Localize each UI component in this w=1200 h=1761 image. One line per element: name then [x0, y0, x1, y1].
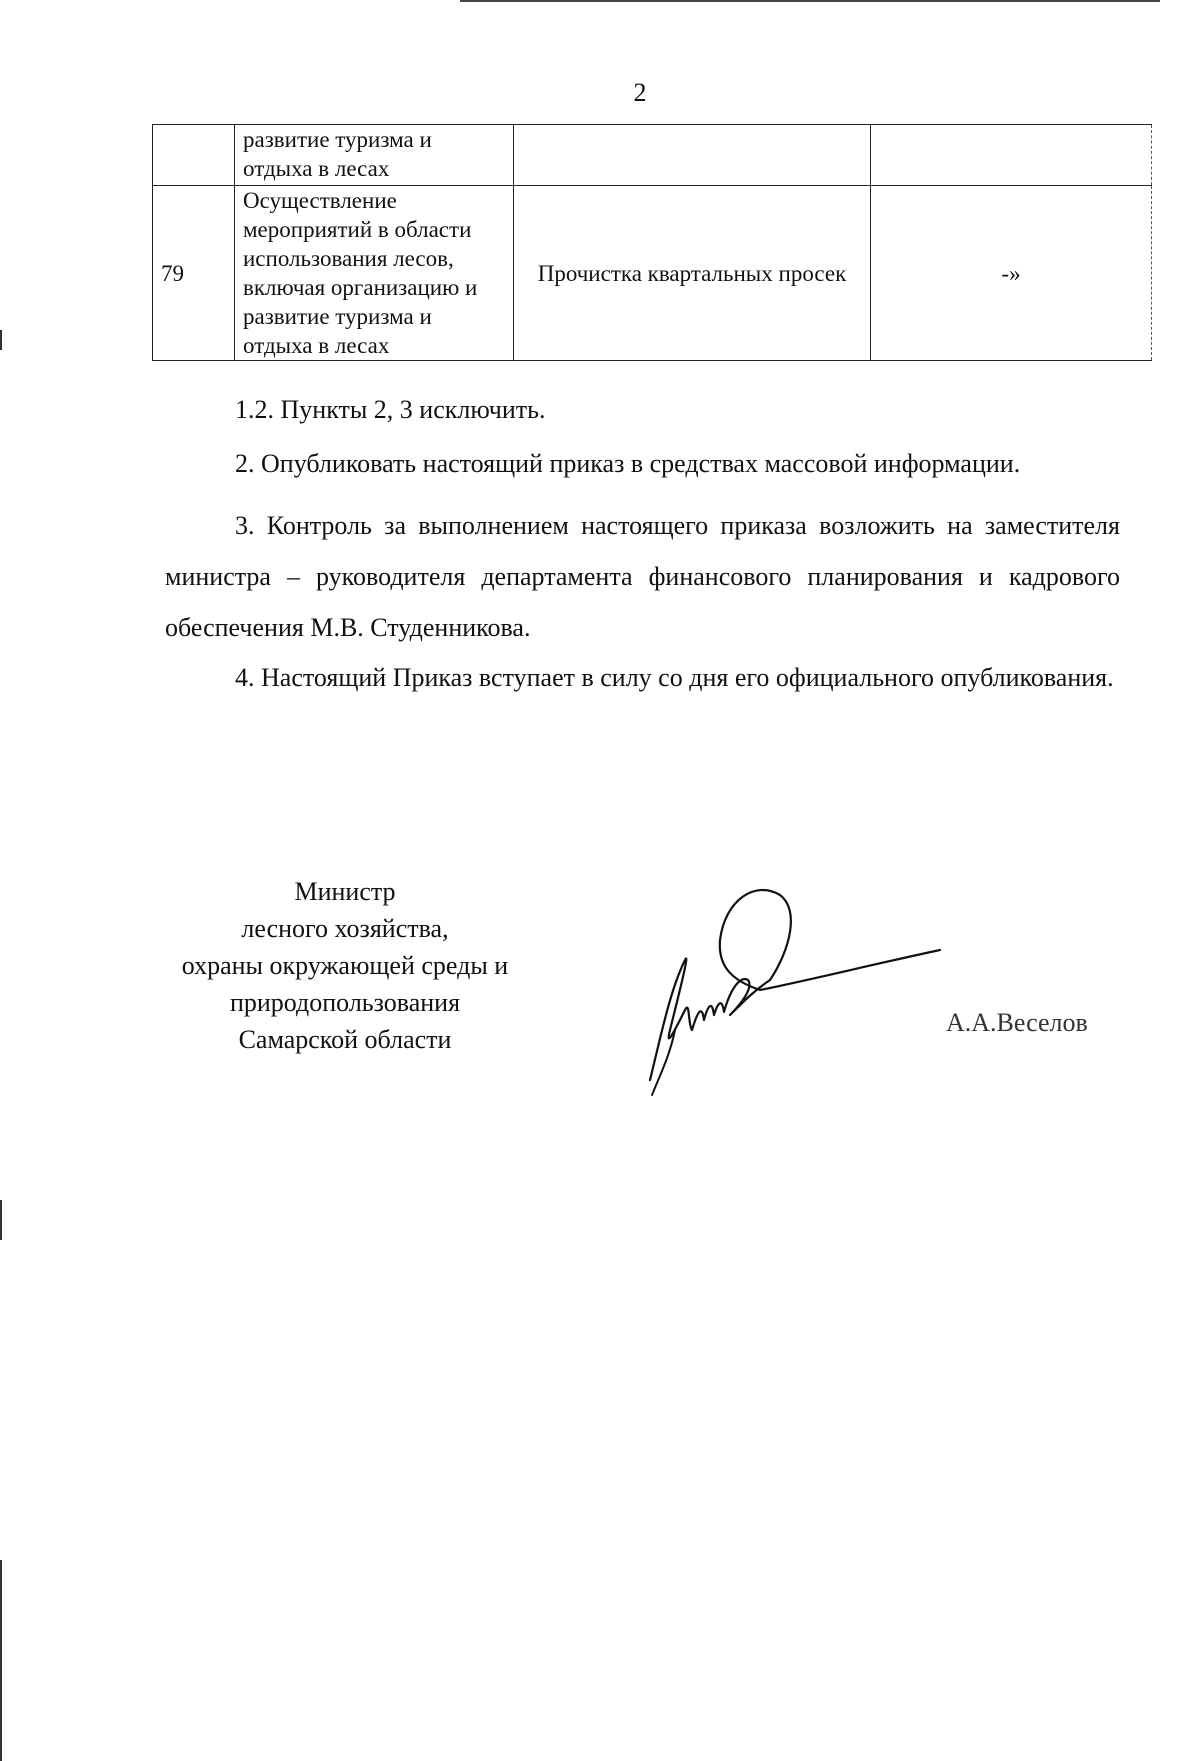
note-cell: [871, 125, 1152, 186]
scan-edge-left: [0, 330, 2, 350]
signatory-title-line: природопользования: [229, 988, 461, 1017]
paragraph-1-2: 1.2. Пункты 2, 3 исключить.: [235, 395, 546, 424]
work-cell: [514, 125, 871, 186]
page-number: 2: [633, 78, 647, 107]
scan-edge-left: [0, 1200, 2, 1240]
activity-cell: Осуществление мероприятий в области использования лесов, включая организацию и развитие туризма и отдыха в лесах: [235, 186, 514, 361]
paragraph-2: 2. Опубликовать настоящий приказ в средствах массовой информации.: [235, 449, 1021, 478]
signatory-title: [150, 873, 540, 1058]
signatory-name: А.А.Веселов: [946, 1008, 1088, 1037]
scan-edge-top: [460, 0, 1160, 2]
signatory-title-line: охраны окружающей среды и: [181, 951, 509, 980]
handwritten-signature: [630, 880, 980, 1100]
row-number-cell: 79: [153, 186, 235, 361]
signatory-title-line: лесного хозяйства,: [241, 914, 449, 943]
table-row: [153, 125, 1152, 186]
work-cell: Прочистка квартальных просек: [514, 186, 871, 361]
table-row: [153, 186, 1152, 361]
signatory-title-line: Самарской области: [238, 1025, 452, 1054]
paragraph-3: 3. Контроль за выполнением настоящего приказа возложить на заместителя министра – руководителя департамента финансового планирования и кадрового обеспечения М.В. Студенникова.: [165, 511, 1120, 642]
activities-table: [152, 124, 1152, 361]
signatory-title-line: Министр: [294, 877, 396, 906]
activity-cell: развитие туризма и отдыха в лесах: [235, 125, 514, 186]
paragraph-4: 4. Настоящий Приказ вступает в силу со дня его официального опубликования.: [235, 663, 1114, 692]
scan-edge-left: [0, 1560, 2, 1761]
note-cell: -»: [871, 186, 1152, 361]
row-number-cell: [153, 125, 235, 186]
